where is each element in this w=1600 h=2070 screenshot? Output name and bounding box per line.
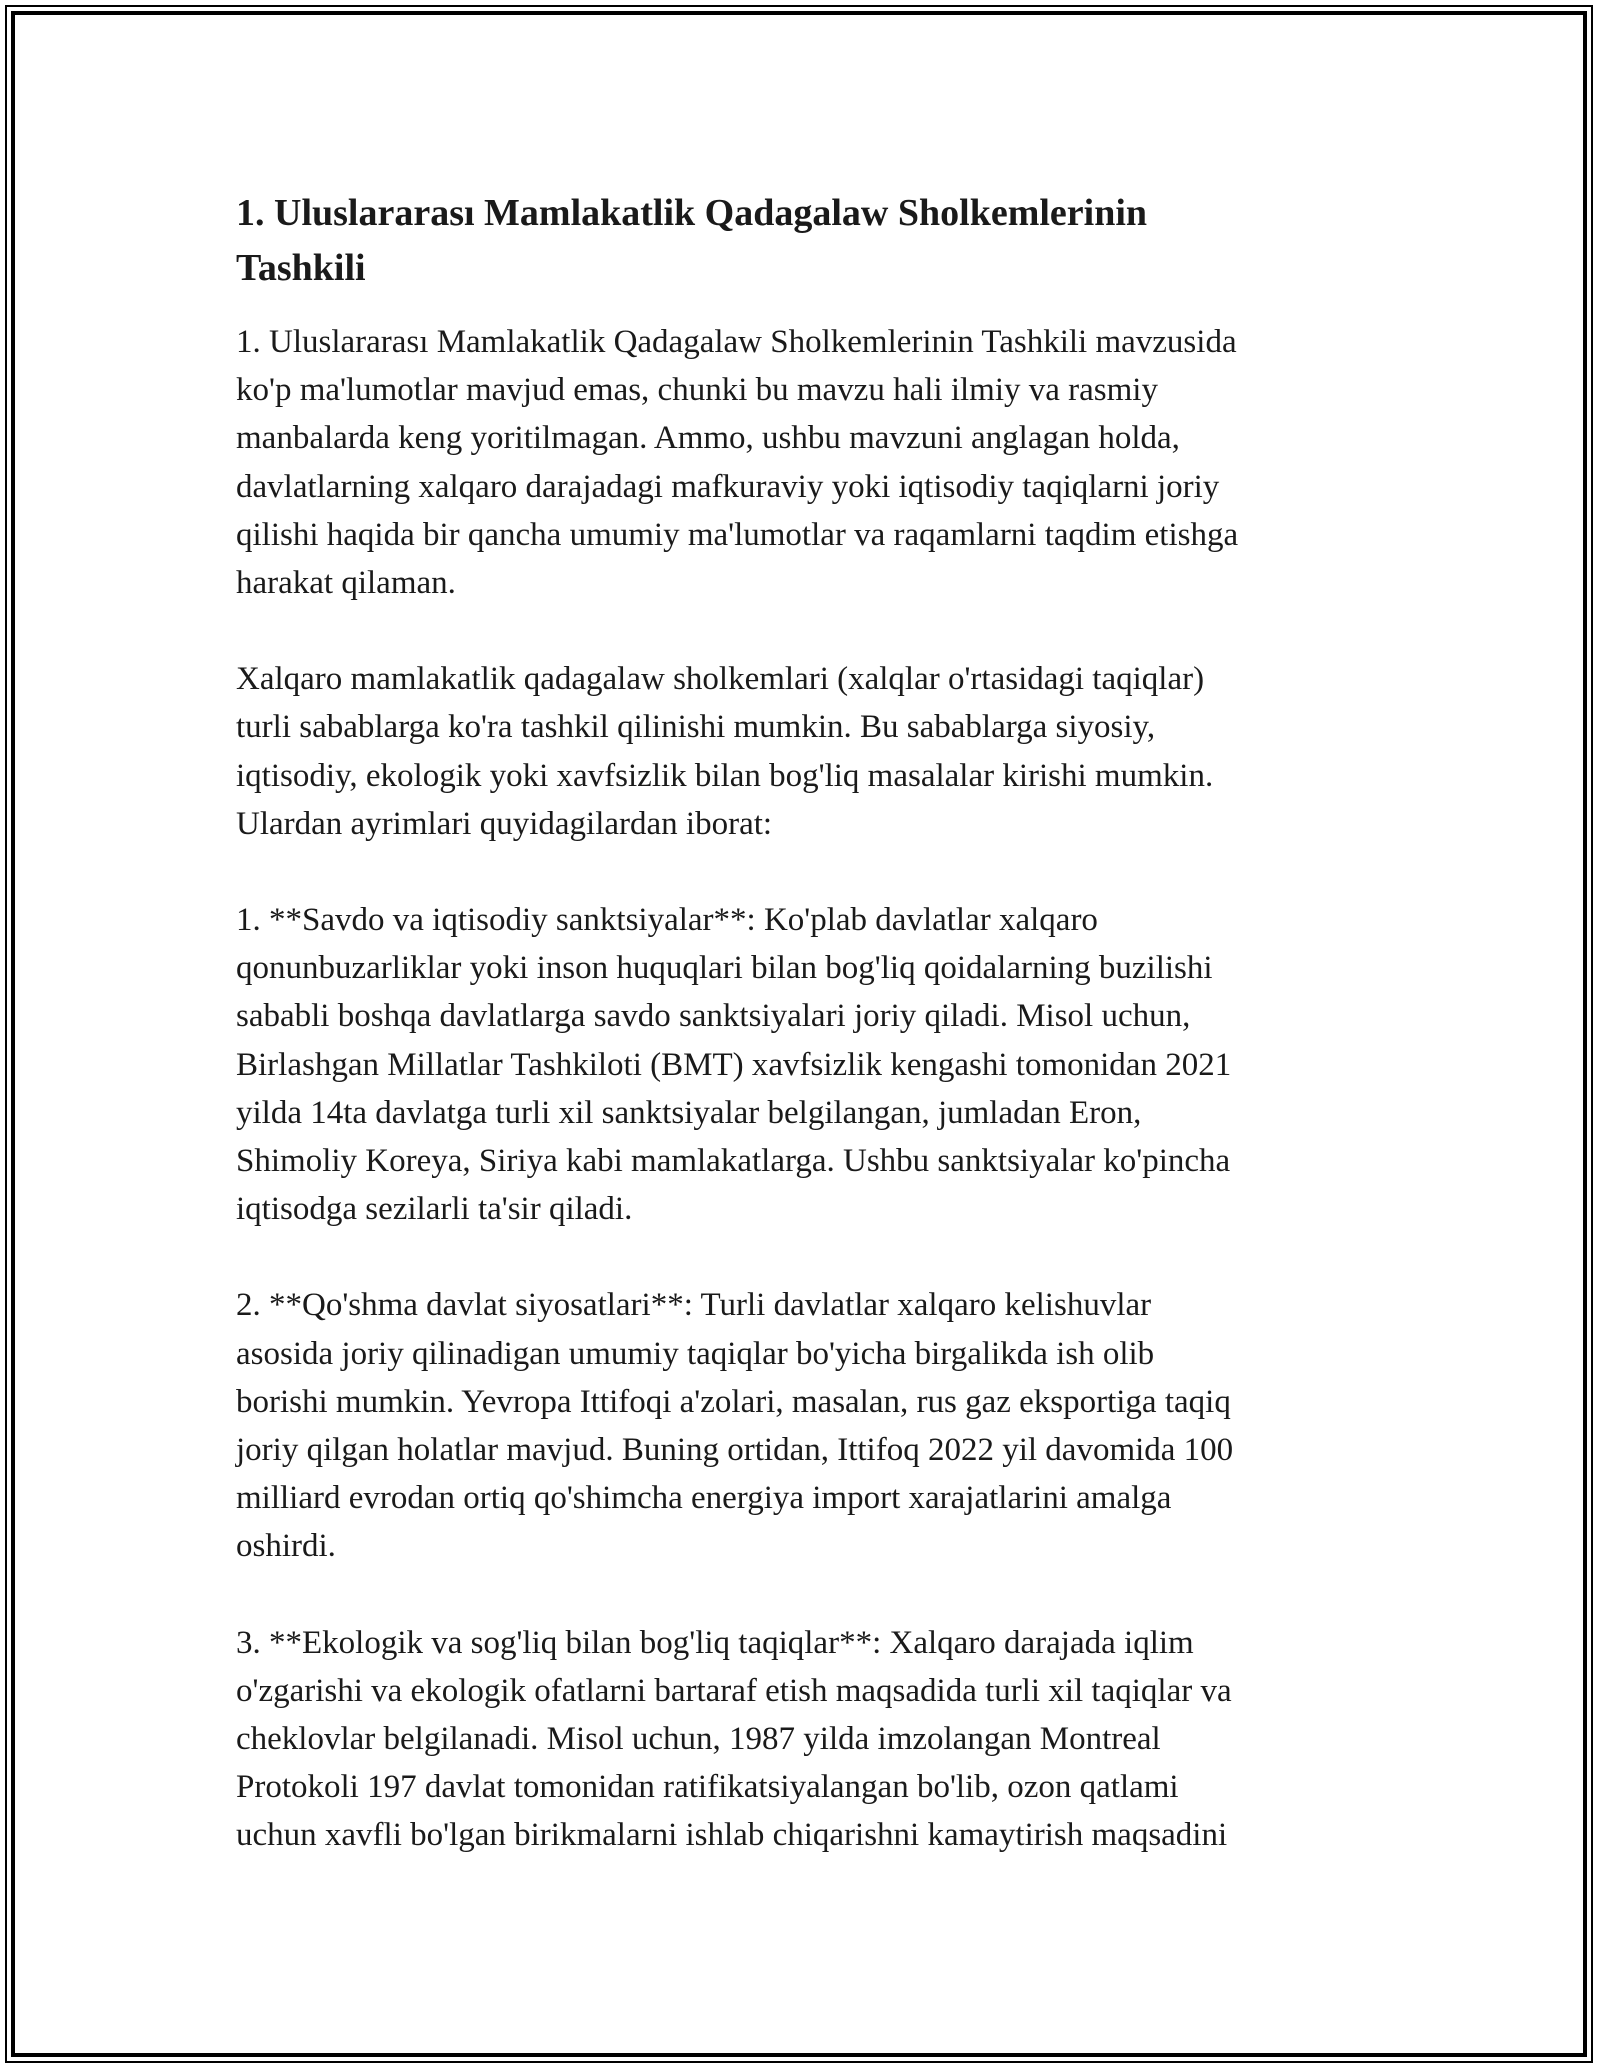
text-line: 1. **Savdo va iqtisodiy sanktsiyalar**: Ko'plab davlatlar xalqaro xyxy=(236,902,1098,939)
text-line: borishi mumkin. Yevropa Ittifoqi a'zolari, masalan, rus gaz eksportiga taqiq xyxy=(236,1383,1231,1420)
text-line: davlatlarning xalqaro darajadagi mafkuraviy yoki iqtisodiy taqiqlarni joriy xyxy=(236,468,1220,505)
text-line: Ulardan ayrimlari quyidagilardan iborat: xyxy=(236,805,773,842)
text-line: Birlashgan Millatlar Tashkiloti (BMT) xavfsizlik kengashi tomonidan 2021 xyxy=(236,1046,1232,1083)
text-line: sababli boshqa davlatlarga savdo sanktsiyalari joriy qiladi. Misol uchun, xyxy=(236,998,1191,1035)
title-line: 1. Uluslararası Mamlakatlik Qadagalaw Sholkemlerinin xyxy=(236,192,1148,234)
title-line: Tashkili xyxy=(236,247,366,289)
text-line: uchun xavfli bo'lgan birikmalarni ishlab chiqarishni kamaytirish maqsadini xyxy=(236,1817,1228,1854)
text-line: cheklovlar belgilanadi. Misol uchun, 1987 yilda imzolangan Montreal xyxy=(236,1721,1161,1758)
paragraph-intro xyxy=(236,318,1366,607)
text-line: iqtisodga sezilarli ta'sir qiladi. xyxy=(236,1191,633,1228)
text-line: Shimoliy Koreya, Siriya kabi mamlakatlarga. Ushbu sanktsiyalar ko'pincha xyxy=(236,1143,1231,1180)
document-title xyxy=(236,186,1366,296)
document-body xyxy=(236,186,1366,1860)
text-line: manbalarda keng yoritilmagan. Ammo, ushbu mavzuni anglagan holda, xyxy=(236,420,1180,457)
text-line: 2. **Qo'shma davlat siyosatlari**: Turli davlatlar xalqaro kelishuvlar xyxy=(236,1287,1152,1324)
text-line: asosida joriy qilinadigan umumiy taqiqlar bo'yicha birgalikda ish olib xyxy=(236,1335,1155,1372)
paragraph-overview xyxy=(236,655,1366,848)
text-line: qilishi haqida bir qancha umumiy ma'lumotlar va raqamlarni taqdim etishga xyxy=(236,516,1239,553)
text-line: 1. Uluslararası Mamlakatlik Qadagalaw Sholkemlerinin Tashkili mavzusida xyxy=(236,324,1237,360)
text-line: turli sabablarga ko'ra tashkil qilinishi mumkin. Bu sabablarga siyosiy, xyxy=(236,709,1156,746)
text-line: yilda 14ta davlatga turli xil sanktsiyalar belgilangan, jumladan Eron, xyxy=(236,1094,1142,1131)
text-line: ko'p ma'lumotlar mavjud emas, chunki bu mavzu hali ilmiy va rasmiy xyxy=(236,372,1158,409)
text-line: joriy qilgan holatlar mavjud. Buning ortidan, Ittifoq 2022 yil davomida 100 xyxy=(236,1432,1234,1469)
paragraph-item-1 xyxy=(236,896,1366,1233)
text-line: harakat qilaman. xyxy=(236,565,456,602)
text-line: qonunbuzarliklar yoki inson huquqlari bilan bog'liq qoidalarning buzilishi xyxy=(236,950,1213,987)
text-line: Protokoli 197 davlat tomonidan ratifikatsiyalangan bo'lib, ozon qatlami xyxy=(236,1769,1179,1806)
text-line: o'zgarishi va ekologik ofatlarni bartaraf etish maqsadida turli xil taqiqlar va xyxy=(236,1672,1232,1709)
text-line: 3. **Ekologik va sog'liq bilan bog'liq taqiqlar**: Xalqaro darajada iqlim xyxy=(236,1624,1194,1661)
text-line: iqtisodiy, ekologik yoki xavfsizlik bilan bog'liq masalalar kirishi mumkin. xyxy=(236,757,1214,794)
paragraph-item-3 xyxy=(236,1619,1366,1860)
text-line: oshirdi. xyxy=(236,1528,336,1565)
text-line: milliard evrodan ortiq qo'shimcha energiya import xarajatlarini amalga xyxy=(236,1480,1172,1517)
text-line: Xalqaro mamlakatlik qadagalaw sholkemlari (xalqlar o'rtasidagi taqiqlar) xyxy=(236,661,1205,698)
paragraph-item-2 xyxy=(236,1281,1366,1570)
